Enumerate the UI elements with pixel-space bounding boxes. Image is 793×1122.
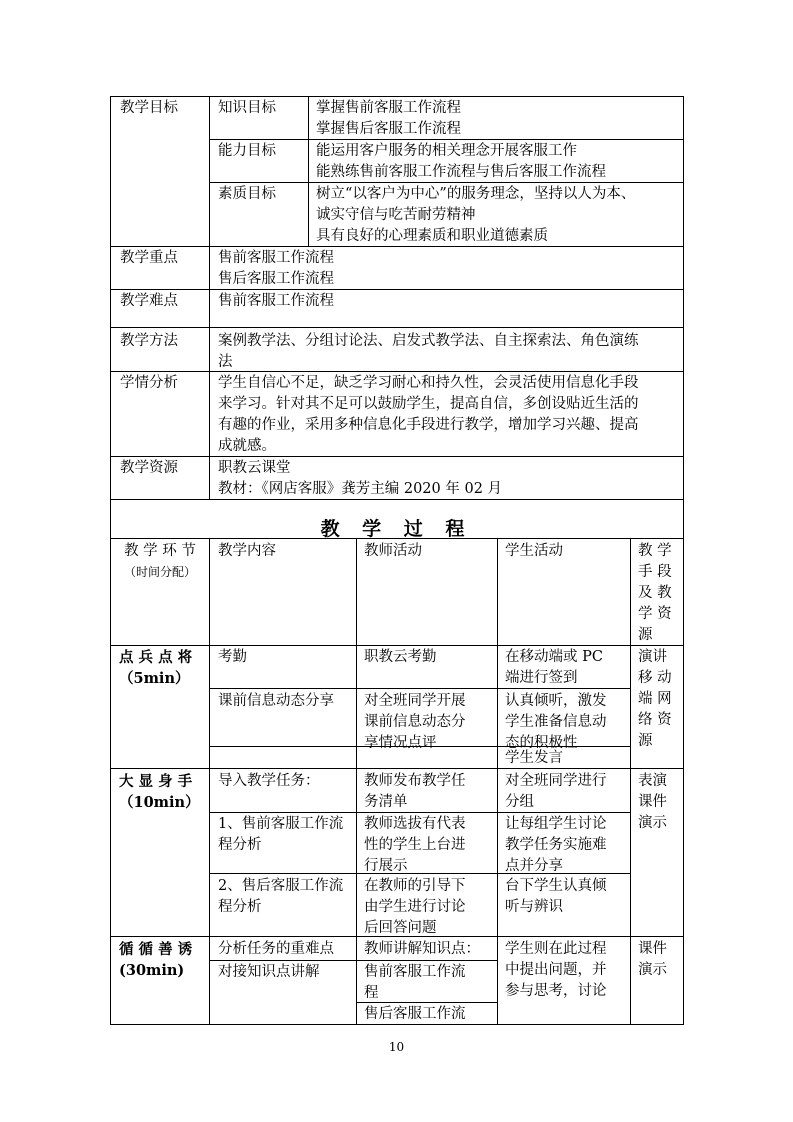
s1-teacher-2 <box>364 691 466 754</box>
content-header: 教学内容 <box>218 543 276 559</box>
analysis-line: 有趣的作业，采用多种信息化手段进行教学，增加学习兴趣、提高 <box>218 417 639 433</box>
s1-student-1-line: 端进行签到 <box>505 670 578 686</box>
s1-teacher-2-line: 享情况点评 <box>364 735 437 751</box>
process-title: 教 学 过 程 <box>320 518 473 540</box>
quality-line: 树立“以客户为中心”的服务理念，坚持以人为本、 <box>316 186 636 202</box>
ability-line: 能熟练售前客服工作流程与售后客服工作流程 <box>316 164 606 180</box>
difficulty-points <box>218 291 334 312</box>
means-header-line: 手 段 <box>638 564 672 580</box>
s1-student-1-line: 在移动端或 PC <box>505 649 603 665</box>
s2-content-2 <box>218 814 343 856</box>
s3-teacher-1: 教师讲解知识点： <box>364 941 480 957</box>
s3-student-line: 参与思考，讨论 <box>505 983 607 999</box>
stage-3-time: (30min) <box>119 962 185 979</box>
s1-teacher-2-line: 课前信息动态分 <box>364 714 466 730</box>
s3-student-line: 学生则在此过程 <box>505 941 607 957</box>
s2-student-2-line: 点并分享 <box>505 858 563 874</box>
stage-1-name <box>119 647 203 689</box>
knowledge-label: 知识目标 <box>218 100 276 116</box>
stage-3-name <box>119 939 203 981</box>
quality-line: 具有良好的心理素质和职业道德素质 <box>316 228 548 244</box>
stage-2-time: （10min） <box>119 794 200 811</box>
s1-means-line: 源 <box>638 733 653 749</box>
s1-student-2-line: 学生准备信息动 <box>505 714 607 730</box>
method-line: 案例教学法、分组讨论法、启发式教学法、自主探索法、角色演练 <box>218 333 639 349</box>
stage-2-title: 大 显 身 手 <box>119 773 193 790</box>
s3-student-line: 中提出问题，并 <box>505 962 607 978</box>
s2-content-2-line: 1、售前客服工作流 <box>218 816 344 832</box>
quality-label: 素质目标 <box>218 186 276 202</box>
s2-student-1-line: 分组 <box>505 794 534 810</box>
s2-means-line: 演示 <box>638 815 667 831</box>
s2-student-2-line: 教学任务实施难 <box>505 837 607 853</box>
s3-teacher-2-line: 售前客服工作流 <box>364 964 466 980</box>
s1-student-2-line: 认真倾听，激发 <box>505 693 607 709</box>
knowledge-line: 掌握售前客服工作流程 <box>316 100 461 116</box>
s1-means-line: 络 资 <box>638 712 672 728</box>
s2-content-3 <box>218 876 343 918</box>
s2-teacher-2-line: 行展示 <box>364 858 408 874</box>
method-label: 教学方法 <box>120 333 178 349</box>
s1-means-line: 移 动 <box>638 670 672 686</box>
s1-teacher-1: 职教云考勤 <box>364 649 437 665</box>
resource-line: 教材：《网店客服》龚芳主编 2020 年 02 月 <box>218 481 503 497</box>
s1-content-2: 课前信息动态分享 <box>218 693 334 709</box>
knowledge-line: 掌握售后客服工作流程 <box>316 121 461 137</box>
ability-line: 能运用客户服务的相关理念开展客服工作 <box>316 143 577 159</box>
means-header <box>638 541 672 646</box>
s2-student-3 <box>505 876 607 918</box>
stage-2-name <box>119 771 203 813</box>
s2-teacher-1 <box>364 771 466 813</box>
s3-teacher-2-line: 程 <box>364 985 379 1001</box>
s1-student-2-line: 态的积极性 <box>505 735 578 751</box>
s2-means-line: 课件 <box>638 794 667 810</box>
s1-means-line: 端 网 <box>638 691 672 707</box>
analysis-line: 成就感。 <box>218 438 276 454</box>
s2-teacher-1-line: 务清单 <box>364 794 408 810</box>
s2-teacher-2-line: 性的学生上台进 <box>364 837 466 853</box>
s3-teacher-2 <box>364 962 466 1004</box>
s2-content-3-line: 程分析 <box>218 899 262 915</box>
quality-goals <box>316 184 635 247</box>
goals-label: 教学目标 <box>120 100 178 116</box>
s1-means-line: 演讲 <box>638 649 667 665</box>
ability-goals <box>316 141 606 183</box>
key-points <box>218 248 334 290</box>
s2-student-1-line: 对全班同学进行 <box>505 773 607 789</box>
resource-label: 教学资源 <box>120 460 178 476</box>
student-header: 学生活动 <box>505 543 563 559</box>
s2-student-2-line: 让每组学生讨论 <box>505 816 607 832</box>
difficulty-label: 教学难点 <box>120 293 178 309</box>
s2-teacher-2 <box>364 814 466 877</box>
s1-content-1: 考勤 <box>218 649 247 665</box>
means-header-line: 教 学 <box>638 543 672 559</box>
s3-content-2: 对接知识点讲解 <box>218 964 320 980</box>
s2-student-2 <box>505 814 607 877</box>
s2-student-3-line: 听与辨识 <box>505 899 563 915</box>
analysis-line: 来学习。针对其不足可以鼓励学生，提高自信，多创设贴近生活的 <box>218 396 639 412</box>
s3-means-line: 课件 <box>638 941 667 957</box>
s1-means <box>638 647 672 752</box>
ability-label: 能力目标 <box>218 143 276 159</box>
teacher-header: 教师活动 <box>364 543 422 559</box>
s1-student-1 <box>505 647 603 689</box>
s2-content-2-line: 程分析 <box>218 837 262 853</box>
means-header-line: 及 教 <box>638 585 672 601</box>
means-header-line: 源 <box>638 627 653 643</box>
s2-teacher-3 <box>364 876 466 939</box>
s3-student <box>505 939 607 1002</box>
difficulty-line: 售前客服工作流程 <box>218 293 334 309</box>
analysis-line: 学生自信心不足，缺乏学习耐心和持久性，会灵活使用信息化手段 <box>218 375 639 391</box>
key-points-label: 教学重点 <box>120 250 178 266</box>
s3-means <box>638 939 667 981</box>
stage-3-title: 循 循 善 诱 <box>119 941 193 958</box>
stage-header-label: 教 学 环 节 <box>124 543 196 559</box>
s1-student-3: 学生发言 <box>505 750 563 766</box>
s2-means-line: 表演 <box>638 773 667 789</box>
means-header-line: 学 资 <box>638 606 672 622</box>
s2-teacher-3-line: 在教师的引导下 <box>364 878 466 894</box>
s1-student-2 <box>505 691 607 754</box>
s2-teacher-3-line: 由学生进行讨论 <box>364 899 466 915</box>
s2-teacher-2-line: 教师选拔有代表 <box>364 816 466 832</box>
stage-1-title: 点 兵 点 将 <box>119 649 193 666</box>
s2-student-3-line: 台下学生认真倾 <box>505 878 607 894</box>
page-number: 10 <box>388 1040 405 1054</box>
resource-line: 职教云课堂 <box>218 460 291 476</box>
s3-content-1: 分析任务的重难点 <box>218 941 334 957</box>
stage-1-time: （5min） <box>119 670 190 687</box>
key-line: 售后客服工作流程 <box>218 271 334 287</box>
s2-teacher-1-line: 教师发布教学任 <box>364 773 466 789</box>
resources <box>218 458 502 500</box>
quality-line: 诚实守信与吃苦耐劳精神 <box>316 207 476 223</box>
s1-teacher-2-line: 对全班同学开展 <box>364 693 466 709</box>
method-line: 法 <box>218 354 233 370</box>
s3-teacher-3: 售后客服工作流 <box>364 1006 466 1022</box>
s2-means <box>638 771 667 834</box>
knowledge-goals <box>316 98 461 140</box>
methods <box>218 331 639 373</box>
key-line: 售前客服工作流程 <box>218 250 334 266</box>
analysis-label: 学情分析 <box>120 375 178 391</box>
s2-content-3-line: 2、售后客服工作流 <box>218 878 344 894</box>
s3-means-line: 演示 <box>638 962 667 978</box>
s2-teacher-3-line: 后回答问题 <box>364 920 437 936</box>
stage-header <box>119 541 201 583</box>
s2-student-1 <box>505 771 607 813</box>
stage-time-label: （时间分配） <box>123 565 196 579</box>
learner-analysis <box>218 373 639 457</box>
s2-content-1: 导入教学任务： <box>218 773 320 789</box>
